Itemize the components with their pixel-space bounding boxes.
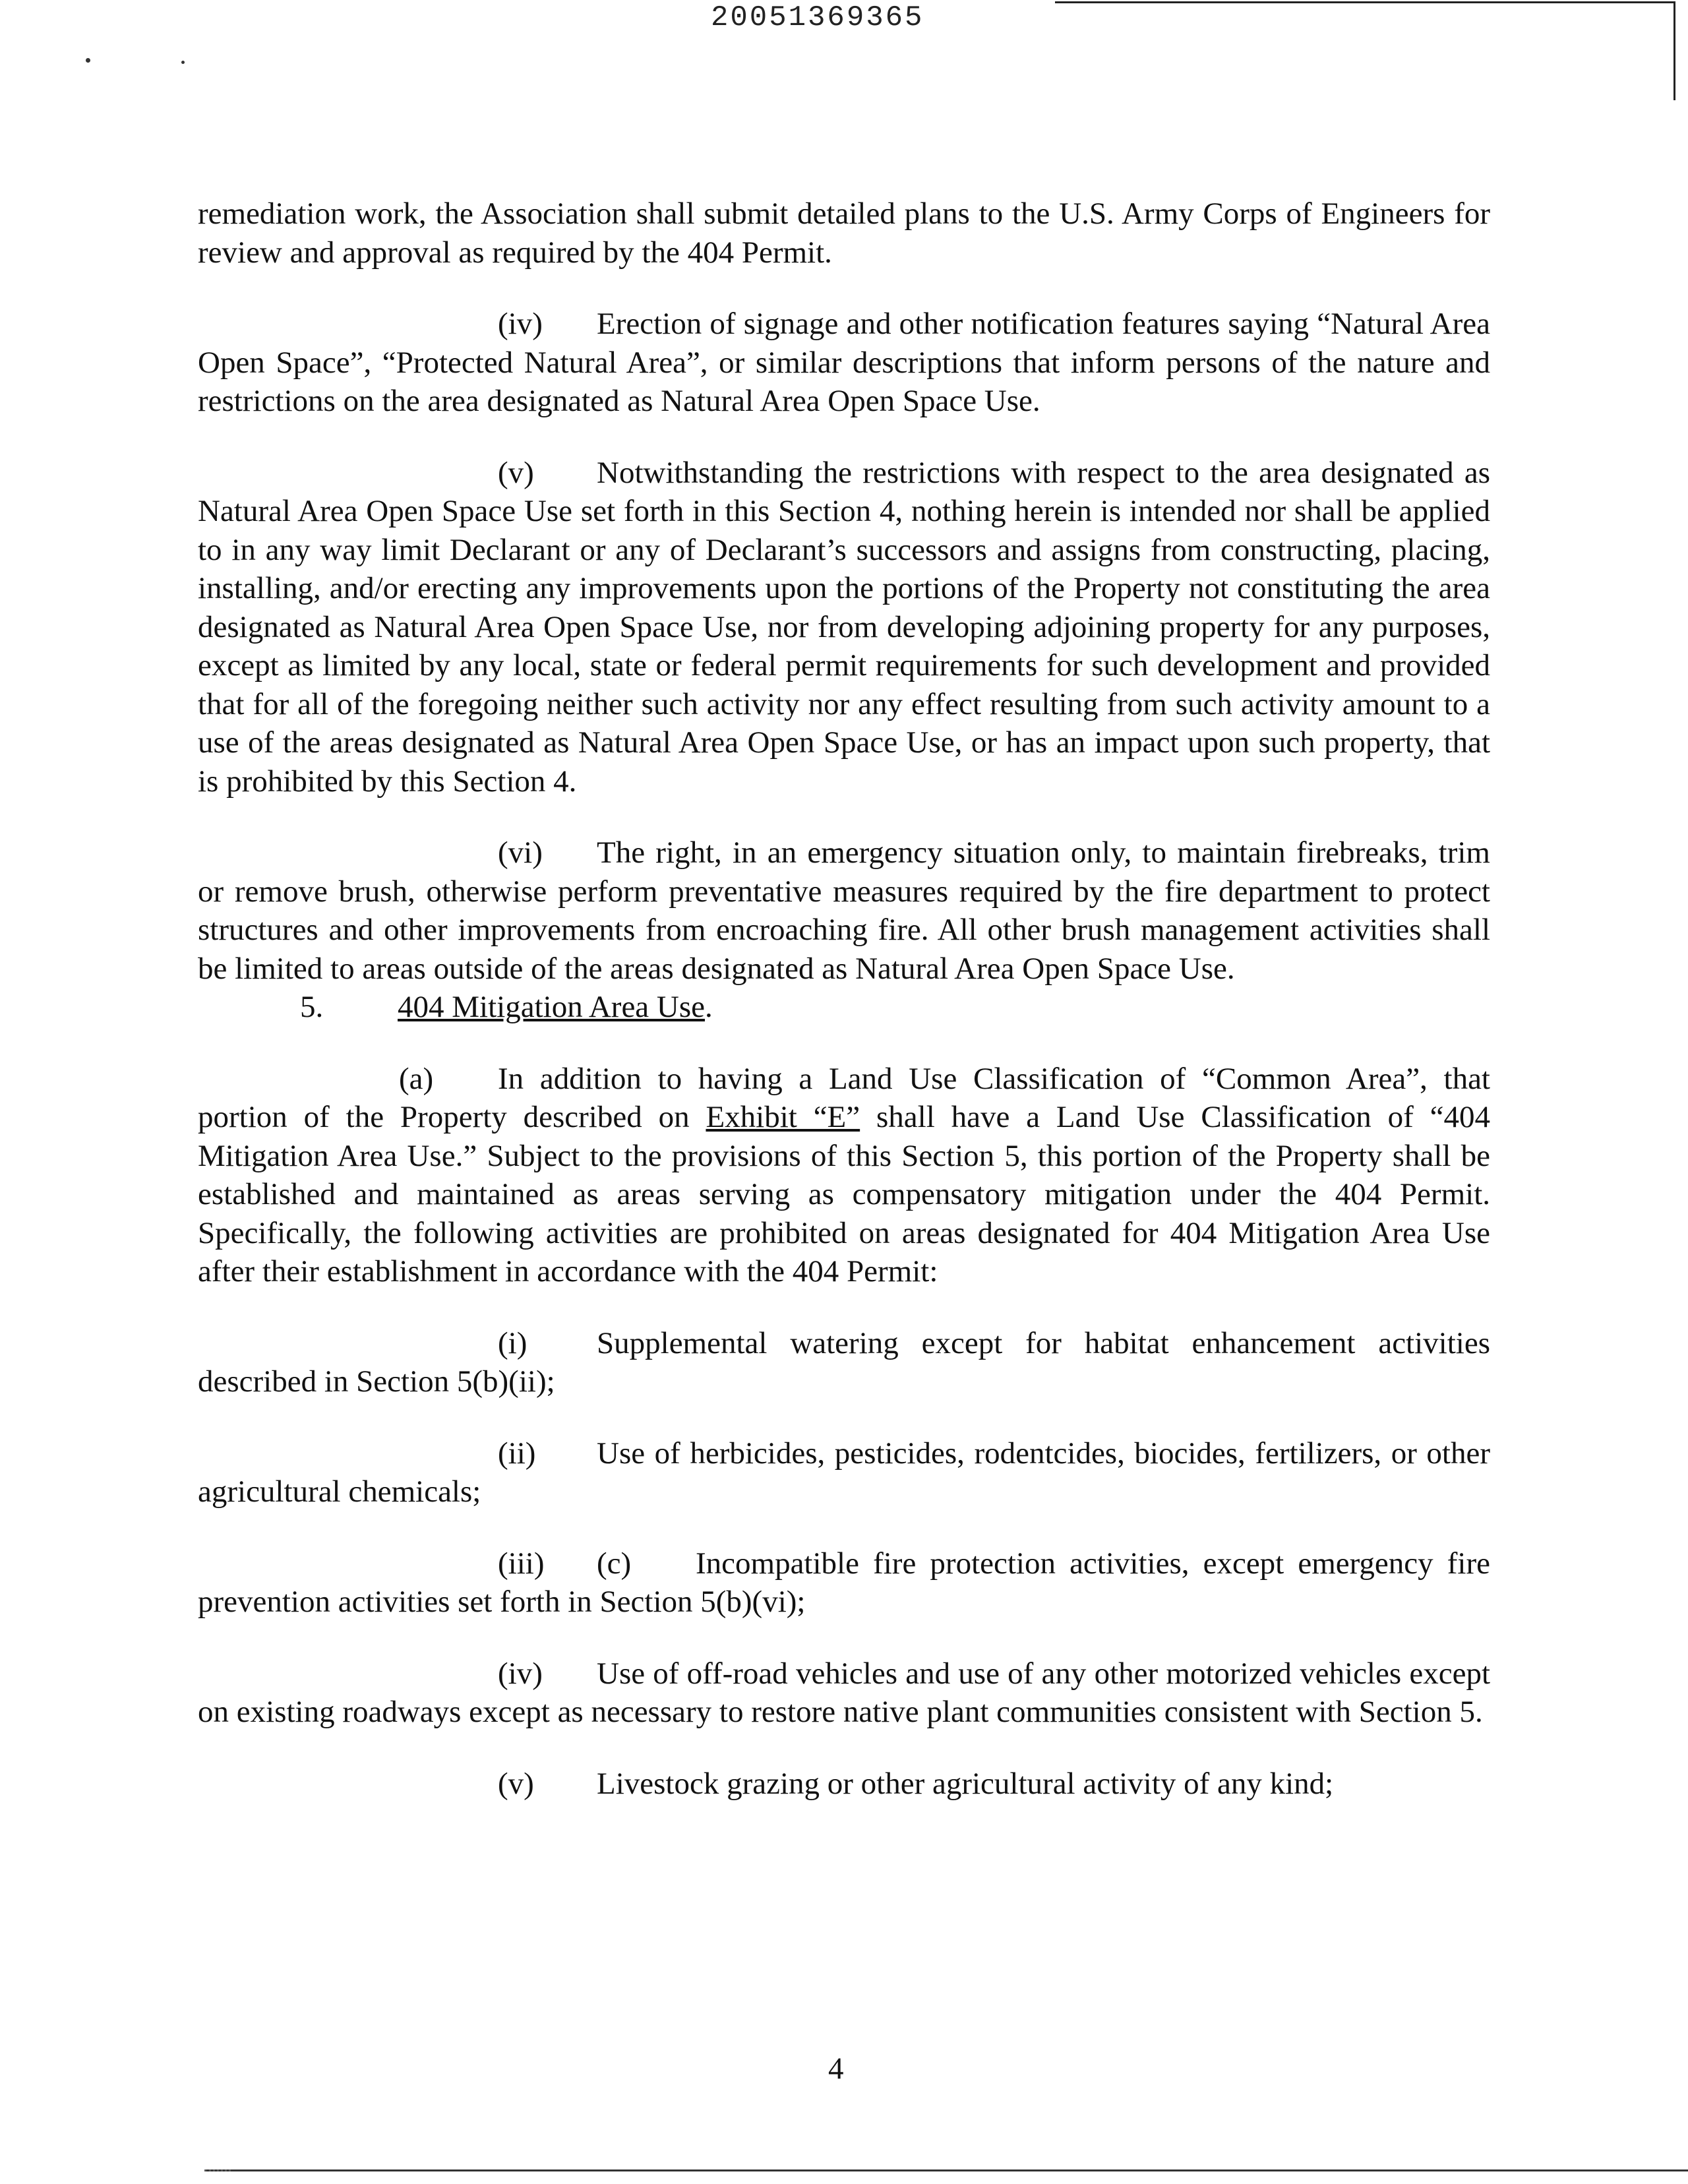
paragraph-iv — [198, 305, 1490, 421]
section-heading — [198, 988, 1490, 1027]
paragraph-vi — [198, 834, 1490, 988]
page-number: 4 — [828, 2051, 844, 2086]
item-number: (iv) — [498, 307, 543, 341]
paragraph-a — [198, 1060, 1490, 1291]
item-text: Livestock grazing or other agricultural activity of any kind; — [597, 1766, 1334, 1801]
list-item — [198, 1434, 1490, 1511]
item-number: (v) — [498, 1766, 534, 1801]
list-item — [198, 1654, 1490, 1732]
section-title-period: . — [705, 990, 713, 1024]
item-number: (i) — [498, 1325, 528, 1360]
section-number: 5. — [300, 990, 324, 1024]
item-text: The right, in an emergency situation only, to maintain firebreaks, trim or remove brush, otherwise perform preventative measures required by the fire department to protect structures and other improvements from encroaching fire. All other brush management activities shall be limited to areas outside of the areas designated as Natural Area Open Space Use. — [198, 835, 1490, 986]
item-number: (a) — [399, 1061, 434, 1096]
item-text: In addition to having a Land Use Classification of “Common Area”, that portion of the Property described on — [198, 1061, 1490, 1134]
list-item — [198, 1544, 1490, 1622]
doc-number: 20051369365 — [711, 1, 924, 34]
list-item — [198, 1324, 1490, 1401]
exhibit-reference: Exhibit “E” — [706, 1100, 860, 1134]
item-number: (iii) — [498, 1546, 545, 1581]
item-number: (vi) — [498, 835, 543, 870]
item-text: Use of off-road vehicles and use of any other motorized vehicles except on existing roadways except as necessary to restore native plant communities consistent with Section 5. — [198, 1656, 1490, 1729]
scan-edge-right — [1673, 1, 1675, 100]
scan-edge-top — [1055, 1, 1675, 3]
sub-item-number: (c) — [597, 1546, 632, 1581]
item-text: shall have a Land Use Classification of “404 Mitigation Area Use.” Subject to the provisions of this Section 5, this portion of the Property shall be established and maintained as areas serving as compensatory mitigation under the 404 Permit. Specifically, the following activities are prohibited on areas designated for 404 Mitigation Area Use after their establishment in accordance with the 404 Permit: — [198, 1100, 1491, 1289]
scan-speck — [181, 61, 185, 64]
item-text: Notwithstanding the restrictions with respect to the area designated as Natural Area Open Space Use set forth in this Section 4, nothing herein is intended nor shall be applied to in any way limit Declarant or any of Declarant’s successors and assigns from constructing, placing, installing, and/or erecting any improvements upon the portions of the Property not constituting the area designated as Natural Area Open Space Use, nor from developing adjoining property for any purposes, except as limited by any local, state or federal permit requirements for such development and provided that for all of the foregoing neither such activity nor any effect resulting from such activity amount to a use of the areas designated as Natural Area Open Space Use, or has an impact upon such property, that is prohibited by this Section 4. — [198, 455, 1490, 799]
item-text: Supplemental watering except for habitat enhancement activities described in Section 5(b)(ii); — [198, 1325, 1490, 1399]
item-number: (iv) — [498, 1656, 543, 1691]
bottom-rule — [204, 2169, 1688, 2171]
item-text: Incompatible fire protection activities, except emergency fire prevention activities set forth in Section 5(b)(vi); — [198, 1546, 1490, 1619]
list-item — [198, 1765, 1490, 1804]
paragraph-remediation: remediation work, the Association shall submit detailed plans to the U.S. Army Corps of Engineers for review and approval as required by the 404 Permit. — [198, 197, 1490, 270]
item-number: (ii) — [498, 1436, 536, 1471]
item-text: Erection of signage and other notification features saying “Natural Area Open Space”, “Protected Natural Area”, or similar descriptions that inform persons of the nature and restrictions on the area designated as Natural Area Open Space Use. — [198, 307, 1490, 418]
item-number: (v) — [498, 455, 534, 490]
item-text: Use of herbicides, pesticides, rodentcides, biocides, fertilizers, or other agricultural chemicals; — [198, 1436, 1490, 1509]
paragraph-v — [198, 454, 1490, 801]
section-title: 404 Mitigation Area Use — [398, 990, 706, 1024]
bottom-rule-dots — [204, 2169, 231, 2171]
scan-speck — [86, 58, 90, 63]
document-body — [198, 195, 1490, 1803]
